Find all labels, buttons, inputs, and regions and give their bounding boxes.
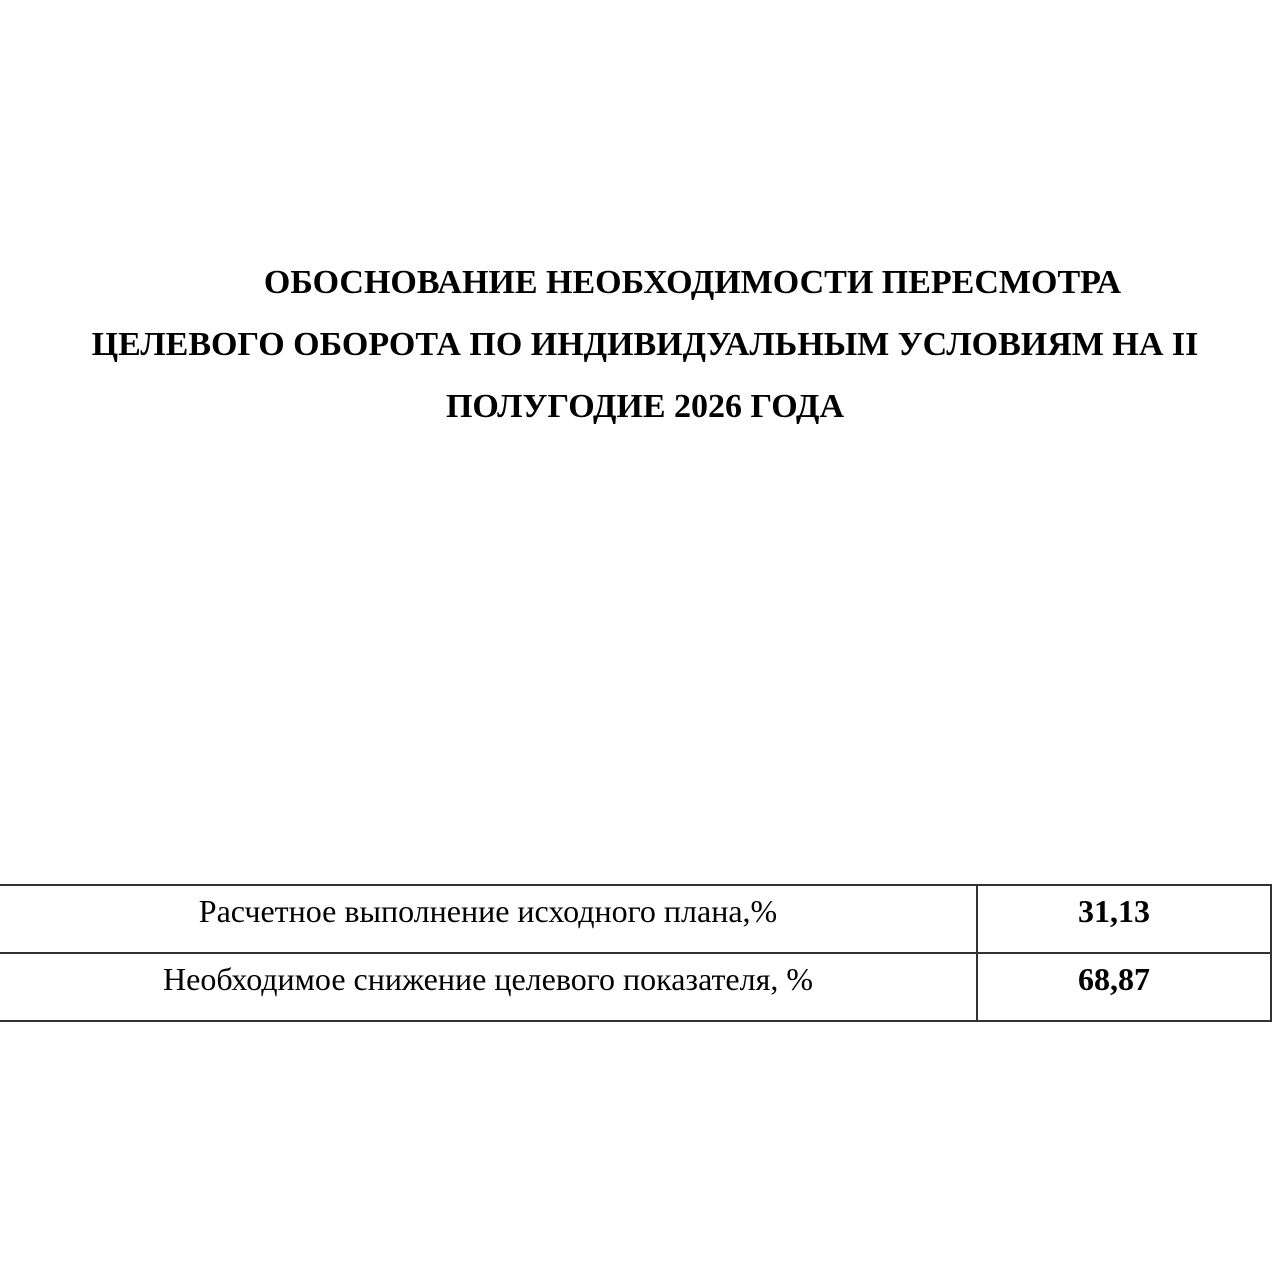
title-line-1: ОБОСНОВАНИЕ НЕОБХОДИМОСТИ ПЕРЕСМОТРА xyxy=(263,264,1122,301)
title-line-3: ПОЛУГОДИЕ 2026 ГОДА xyxy=(445,388,845,425)
row-value-plan-completion: 31,13 xyxy=(977,885,1271,953)
document-title xyxy=(40,252,1250,438)
row-label-plan-completion: Расчетное выполнение исходного плана,% xyxy=(0,885,977,953)
table-row xyxy=(0,953,1271,1021)
summary-table xyxy=(0,884,1272,1022)
title-line-2: ЦЕЛЕВОГО ОБОРОТА ПО ИНДИВИДУАЛЬНЫМ УСЛОВИЯМ НА II xyxy=(91,326,1199,363)
row-label-target-reduction: Необходимое снижение целевого показателя, % xyxy=(0,953,977,1021)
row-value-target-reduction: 68,87 xyxy=(977,953,1271,1021)
table-row xyxy=(0,885,1271,953)
